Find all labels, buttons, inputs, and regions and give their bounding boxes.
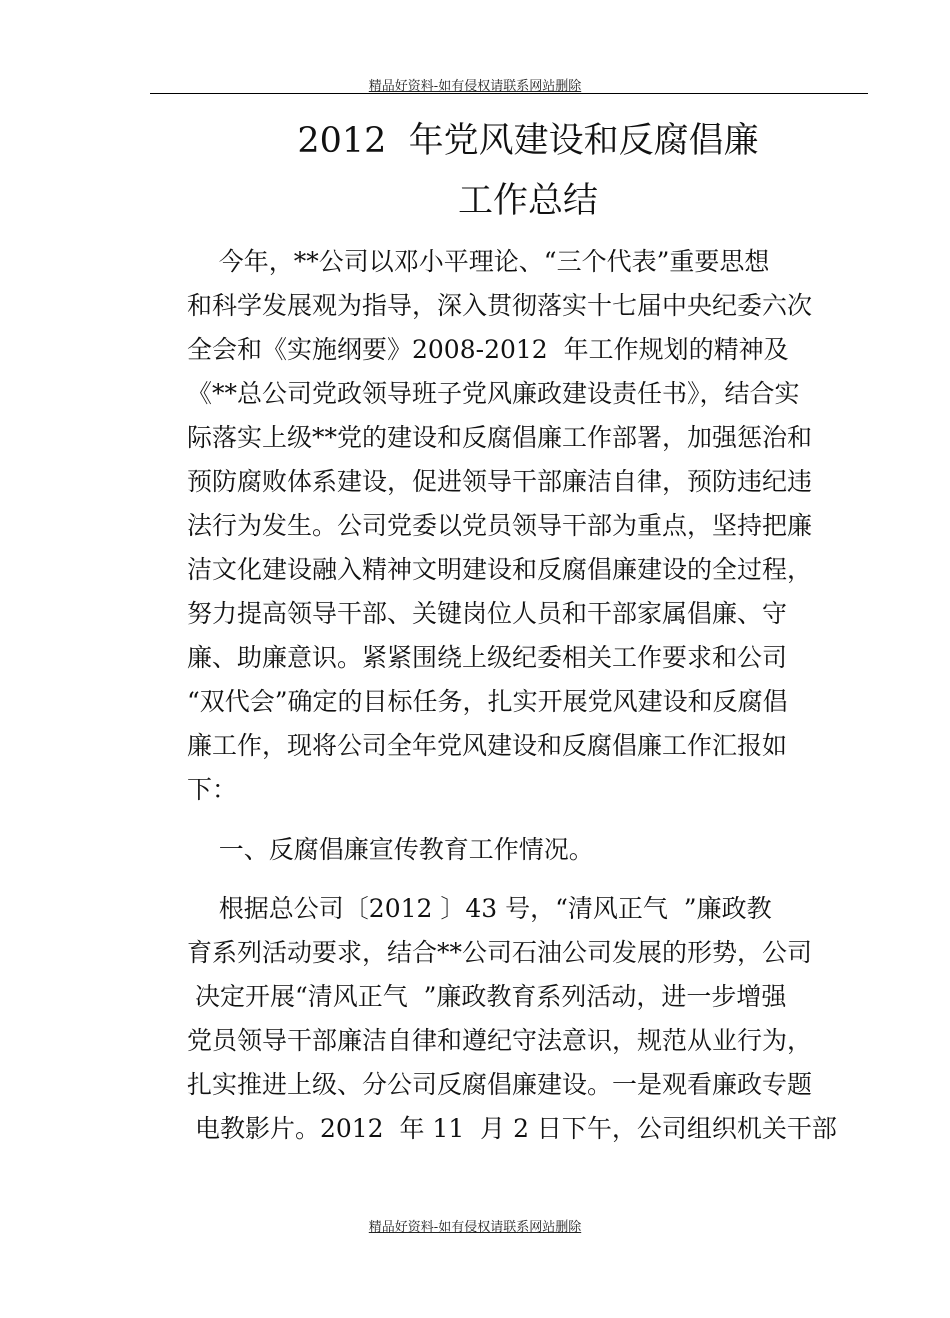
body-line: 电教影片。2012 年 11 月 2 日下午，公司组织机关干部 xyxy=(187,1114,837,1143)
body-line: 和科学发展观为指导，深入贯彻落实十七届中央纪委六次 xyxy=(187,291,813,320)
body-line: 决定开展“清风正气 ”廉政教育系列活动，进一步增强 xyxy=(187,982,787,1011)
section-heading: 一、反腐倡廉宣传教育工作情况。 xyxy=(187,835,594,864)
body-line: 努力提高领导干部、关键岗位人员和干部家属倡廉、守 xyxy=(187,599,788,628)
doc-title-line-2: 工作总结 xyxy=(457,181,598,221)
body-line: 全会和《实施纲要》2008-2012 年工作规划的精神及 xyxy=(187,335,789,364)
body-line: 育系列活动要求，结合**公司石油公司发展的形势，公司 xyxy=(187,938,813,967)
body-line: 扎实推进上级、分公司反腐倡廉建设。一是观看廉政专题 xyxy=(187,1070,813,1099)
body-line: “双代会”确定的目标任务，扎实开展党风建设和反腐倡 xyxy=(187,687,788,716)
page-header-text: 精品好资料-如有侵权请联系网站删除 xyxy=(368,79,582,94)
body-line: 廉工作，现将公司全年党风建设和反腐倡廉工作汇报如 xyxy=(187,731,788,760)
body-line: 廉、助廉意识。紧紧围绕上级纪委相关工作要求和公司 xyxy=(187,643,788,672)
body-line: 际落实上级**党的建设和反腐倡廉工作部署，加强惩治和 xyxy=(187,423,813,452)
page-footer-text: 精品好资料-如有侵权请联系网站删除 xyxy=(368,1220,582,1235)
body-line: 洁文化建设融入精神文明建设和反腐倡廉建设的全过程， xyxy=(187,555,813,584)
body-line: 预防腐败体系建设，促进领导干部廉洁自律，预防违纪违 xyxy=(187,467,813,496)
body-line: 根据总公司〔2012 〕43 号，“清风正气 ”廉政教 xyxy=(187,894,772,923)
body-line: 《**总公司党政领导班子党风廉政建设责任书》，结合实 xyxy=(187,379,800,408)
header-rule xyxy=(150,93,868,94)
body-line: 法行为发生。公司党委以党员领导干部为重点，坚持把廉 xyxy=(187,511,813,540)
body-line: 今年，**公司以邓小平理论、“三个代表”重要思想 xyxy=(187,247,770,276)
body-line: 下： xyxy=(187,775,238,804)
doc-title-line-1: 2012 年党风建设和反腐倡廉 xyxy=(297,121,759,161)
body-line: 党员领导干部廉洁自律和遵纪守法意识，规范从业行为， xyxy=(187,1026,813,1055)
